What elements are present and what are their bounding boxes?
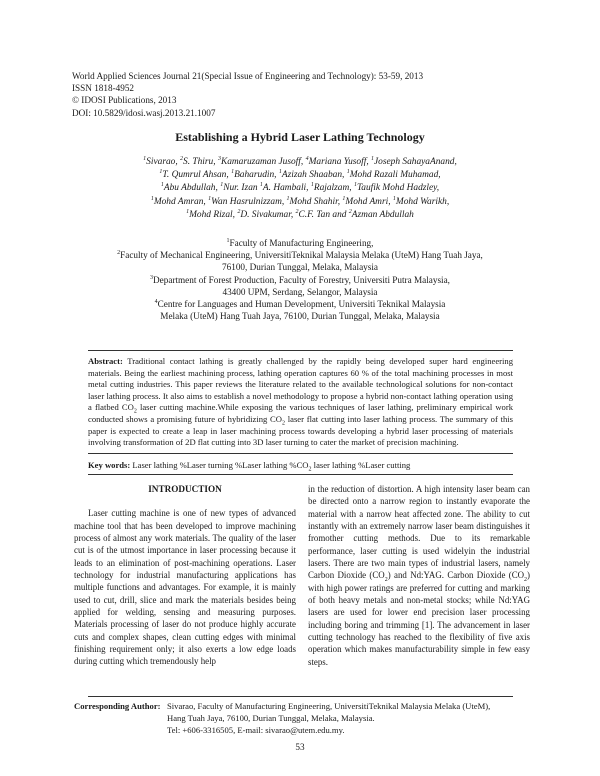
affiliation-3: $^3$Department of Forest Production, Faculty of Forestry, Universiti Putra Malaysia, <box>150 274 450 285</box>
divider-bottom <box>88 474 513 475</box>
author-list <box>100 156 500 222</box>
keywords-label: Key words: <box>88 460 131 470</box>
author-line: $^1$T. Qumrul Ahsan, $^1$Baharudin, $^1$Azizah Shaaban, $^1$Mohd Razali Muhamad, <box>159 169 441 181</box>
page-number: 53 <box>295 742 305 752</box>
intro-paragraph-1: Laser cutting machine is one of new types of advanced machine tool that has been developed to improve machining process of almost any work materials. The quality of the laser cut is of the utmost importance in laser processing because it leads to an elimination of post-machining operations. Laser technology for industrial manufacturing applications has multiple functions and advantages. For example, it is mainly used to cut, drill, slice and mark the materials besides being applied for welding, sensing and measuring purposes. Materials processing of laser do not produce highly accurate cuts and complex shapes, clean cutting edges with minimal finishing requirement only; it also exerts a low edge loads during cutting which tremendously help <box>74 508 296 667</box>
corresponding-author-details: Sivarao, Faculty of Manufacturing Engineering, UniversitiTeknikal Malaysia Melaka (UteM), Hang Tuah Jaya, 76100, Durian Tunggal, Melaka, Malaysia. Tel: +606-3316505, E-mail: sivarao@utem.edu.my. <box>167 701 491 735</box>
copyright: © IDOSI Publications, 2013 <box>72 95 177 106</box>
author-line: $^1$Mohd Rizal, $^2$D. Sivakumar, $^2$C.F. Tan and $^2$Azman Abdullah <box>186 208 414 220</box>
issn: ISSN 1818-4952 <box>72 83 135 94</box>
affiliation-3-cont: 43400 UPM, Serdang, Selangor, Malaysia <box>222 286 378 297</box>
intro-paragraph-2: in the reduction of distortion. A high intensity laser beam can be directed onto a narrow region to instantly evaporate the material with a narrow heat affected zone. The ability to cut instantly with an extremely narrow laser beam distinguishes it fromother cutting methods. Due to its remarkable performance, laser cutting is used widelyin the industrial lasers. There are two main types of industrial lasers, namely Carbon Dioxide $(CO_2)$ and Nd:YAG. Carbon Dioxide $(CO_2)$ with high power ratings are preferred for cutting and marking of both heavy metals and non-metal stocks; while Nd:YAG lasers are used for lower end precision laser processing including boring and trimming [1]. The advancement in laser cutting technology has reached to the flexibility of five axis operation which makes manufacturability simple in few easy steps. <box>308 484 530 667</box>
affiliation-2: $^2$Faculty of Mechanical Engineering, UniversitiTeknikal Malaysia Melaka (UteM) Hang Tuah Jaya, <box>117 250 483 261</box>
journal-header <box>72 70 542 119</box>
doi: DOI: 10.5829/idosi.wasj.2013.21.1007 <box>72 107 216 118</box>
affiliation-4: $^4$Centre for Languages and Human Development, Universiti Teknikal Malaysia <box>154 298 446 310</box>
journal-citation: World Applied Sciences Journal 21(Special Issue of Engineering and Technology): 53-59, 2013 <box>72 71 424 81</box>
affiliation-2-cont: 76100, Durian Tunggal, Melaka, Malaysia <box>222 262 378 273</box>
affiliation-1: $^1$Faculty of Manufacturing Engineering, <box>226 237 374 248</box>
divider-footer <box>88 696 513 697</box>
introduction-heading: INTRODUCTION <box>148 484 222 494</box>
keywords: Key words: Laser lathing %Laser turning %Laser lathing $\%CO_2$ laser lathing %Laser cutting <box>88 460 411 473</box>
divider-middle <box>88 453 513 454</box>
author-line: $^1$Sivarao, $^2$S. Thiru, $^3$Kamaruzaman Jusoff, $^4$Mariana Yusoff, $^1$Joseph SahayaAnand, <box>143 155 457 167</box>
affiliation-4-cont: Melaka (UteM) Hang Tuah Jaya, 76100, Durian Tunggal, Melaka, Malaysia <box>160 311 440 322</box>
abstract-label: Abstract: <box>88 356 123 366</box>
column-right <box>308 483 530 668</box>
column-left <box>74 483 296 668</box>
abstract: Abstract: Traditional contact lathing is greatly challenged by the rapidly being developed super hard engineering materials. Being the earliest machining process, lathing operation captures 60 % of the total machining processes in most metal cutting industries. This paper reviews the literature related to the available technological solutions for non-contact laser lathing process. It also aims to establish a novel methodology to propose a hybrid non-contact lathing operation using a flatbed $CO_2$ laser cutting machine.While exposing the various techniques of laser lathing, preliminary empirical work conducted shows a promising future of hybridizing $CO_2$ laser flat cutting into laser lathing process. The summary of this paper is expected to create a leap in laser machining process towards developing a hybrid laser processing of materials involving transformation of 2D flat cutting into 3D laser turning to cater the market of precision machining. <box>88 356 513 448</box>
corresponding-author-label: Corresponding Author: <box>74 701 161 711</box>
divider-top <box>88 350 513 351</box>
paper-title: Establishing a Hybrid Laser Lathing Technology <box>175 130 425 144</box>
author-line: $^1$Mohd Amran, $^1$Wan Hasrulnizzam, $^1$Mohd Shahir, $^1$Mohd Amri, $^1$Mohd Warikh, <box>150 195 450 207</box>
author-line: $^1$Abu Abdullah, $^1$Nur. Izan $^1$A. Hambali, $^1$Rajalzam, $^1$Taufik Mohd Hadzley, <box>160 182 440 194</box>
affiliations <box>70 237 530 322</box>
